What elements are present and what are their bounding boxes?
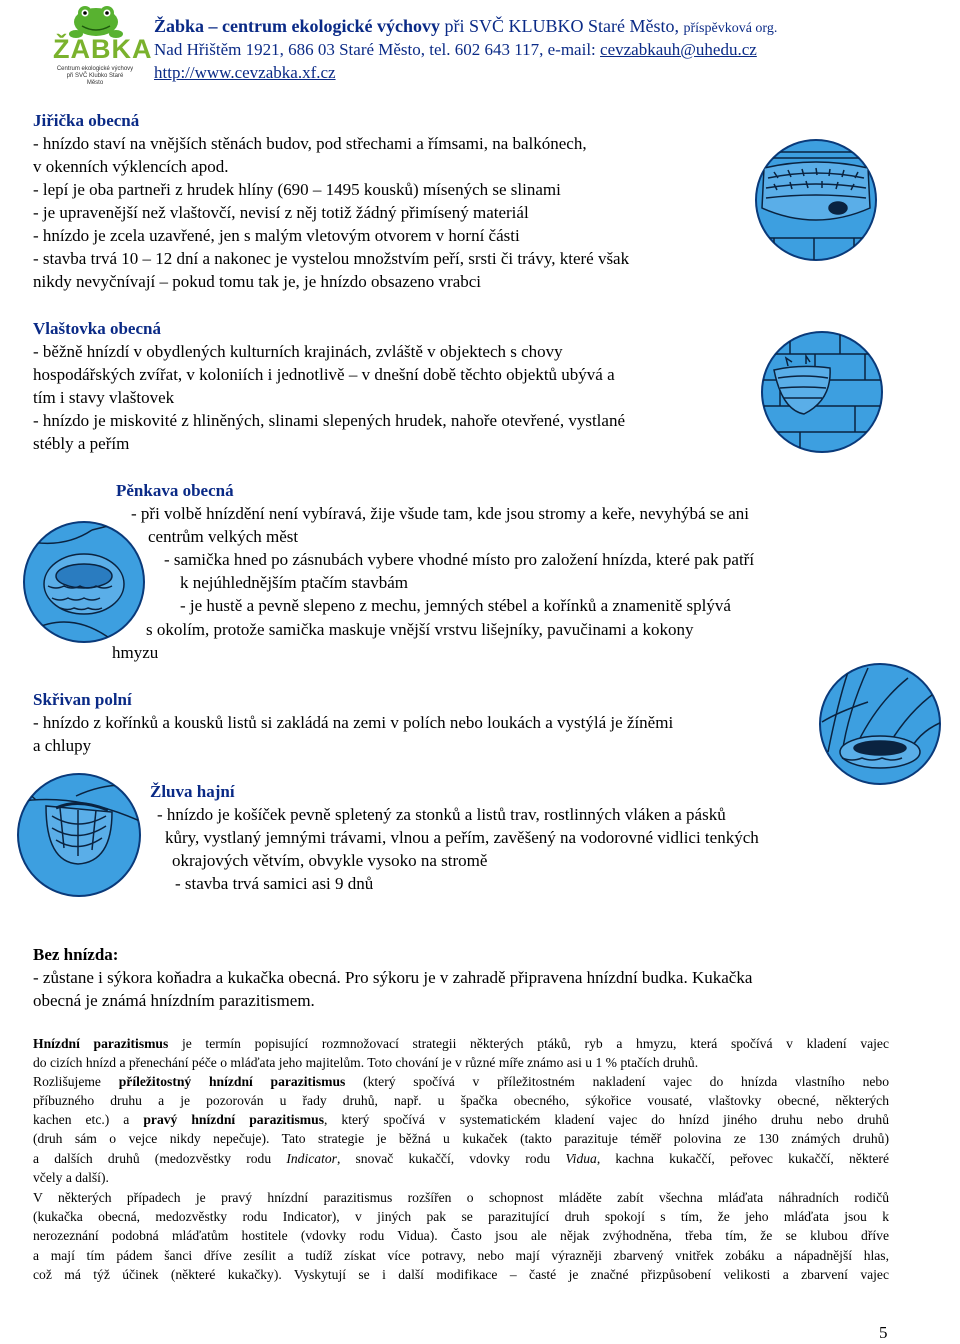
logo-sub-3: Město [86,80,104,86]
vlastovka-line: - hnízdo je miskovité z hliněných, slinami slepených hrudek, nahoře otevřené, vystlané [33,411,625,430]
italic-genus: Vidua [565,1151,597,1166]
org-name: Žabka – centrum ekologické výchovy [154,16,440,36]
vlastovka-line: hospodářských zvířat, v koloniích i jednotlivě – v dnešní době těchto objektů ubývá a [33,365,615,384]
penkava-line: - samička hned po zásnubách vybere vhodné místo pro založení hnízda, které pak patří [164,550,755,569]
term-occasional: příležitostný hnízdní parazitismus [118,1074,346,1089]
zluva-line: - hnízdo je košíček pevně spletený za stonků a listů trav, rostlinných vláken a pásků [157,805,726,824]
house-martin-nest-illustration [754,138,878,262]
heading-bez-hnizda: Bez hnízda: [33,945,119,964]
term-true: pravý hnízdní parazitismus [143,1112,324,1127]
heading-jiricka: Jiřička obecná [33,111,140,130]
logo-sub-2: při SVČ Klubko Staré [66,73,124,79]
parasitism-line: což má týž účinek (některé kukačky). Vyskytují se i další modifikace – časté je značné přizpůsobení velikosti a zbarvení vajec [33,1267,889,1282]
italic-genus: Indicator [286,1151,337,1166]
jiricka-line: - hnízdo je zcela uzavřené, jen s malým vletovým otvorem v horní části [33,226,520,245]
jiricka-line: - lepí je oba partneři z hrudek hlíny (690 – 1495 kousků) mísených se slinami [33,180,561,199]
parasitism-line [33,1168,889,1187]
org-tail: příspěvková org. [683,21,778,36]
vlastovka-line: stébly a peřím [33,434,130,453]
text-run: Rozlišujeme [33,1074,119,1089]
skrivan-line: a chlupy [33,736,92,755]
bez-line: obecná je známá hnízdním parazitismem. [33,991,315,1010]
org-rest: při SVČ KLUBKO Staré Město, [444,16,679,36]
jiricka-line: - stavba trvá 10 – 12 dní a nakonec je vystelou množstvím peří, srsti či trávy, které však [33,249,630,268]
heading-zluva: Žluva hajní [150,782,235,801]
text-run: , který spočívá v systematickém kladení vajec do hnízd jiného druhu nebo druhů [323,1112,889,1127]
text-run: , snovač kukaččí, vdovky rodu [336,1151,566,1166]
parasitism-line [33,1072,889,1091]
vlastovka-line: - běžně hnízdí v obydlených kulturních krajinách, zvláště v objektech s chovy [33,342,563,361]
heading-skrivan: Skřivan polní [33,690,132,709]
jiricka-line: nikdy nevyčnívají – pokud tomu tak je, je hnízdo obsazeno vrabci [33,272,482,291]
parasitism-line: (kukačka obecná, medozvěstky rodu Indicator), v jiných pak se parazitující druh spokojí s tím, že jeho mláďata jsou k [33,1209,889,1224]
penkava-line: centrům velkých měst [148,527,299,546]
penkava-line: hmyzu [112,643,159,662]
parasitism-line [33,1091,889,1110]
text-run: , kachna kukaččí, peřovec kukaččí, některé [596,1151,889,1166]
logo-sub-1: Centrum ekologické výchovy [56,66,134,72]
jiricka-line: - hnízdo staví na vnějších stěnách budov, pod střechami a římsami, na balkónech, [33,134,587,153]
logo-text: ŽABKA [53,34,153,64]
penkava-line: k nejúhlednějším ptačím stavbám [180,573,409,592]
text-run: do cizích hnízd a přenechání péče o mláďata jeho majitelům. Toto chování je v různé míře známo asi u 1 % ptačích druhů. [33,1055,699,1070]
parasitism-line [33,1129,889,1148]
zluva-line: - stavba trvá samici asi 9 dnů [175,874,374,893]
parasitism-line [33,1053,889,1072]
org-name-line [154,14,777,41]
email-link[interactable]: cevzabkauh@uhedu.cz [600,40,757,59]
term-nest-parasitism: Hnízdní parazitismus [33,1036,169,1051]
text-run: (který spočívá v příležitostném nakladení vajec do hnízda vlastního nebo [345,1074,889,1089]
zluva-line: okrajových větvím, obvykle vysoko na stromě [172,851,488,870]
penkava-line: - je hustě a pevně slepeno z mechu, jemných stébel a kořínků a znamenitě splývá [180,596,731,615]
heading-vlastovka: Vlaštovka obecná [33,319,161,338]
parasitism-line [33,1034,889,1053]
text-run: (druh sám o vejce nikdy nepečuje). Tato strategie je běžná u kukaček (takto parazituje téměř polovina ze 130 známých druhů) [33,1131,889,1146]
website-link[interactable]: http://www.cevzabka.xf.cz [154,63,336,82]
address-line [154,39,757,61]
address: Nad Hřištěm 1921, 686 03 Staré Město, tel. 602 643 117, e-mail: [154,40,596,59]
parasitism-line: a mají tím pádem šanci dříve zesílit a tudíž získat více potravy, nebo mají výrazněji zbarvený vnitřek zobáku a nápadnější hlas, [33,1248,889,1263]
zluva-line: kůry, vystlaný jemnými trávami, vlnou a peřím, zavěšený na vodorovné vidlici tenkých [165,828,759,847]
skylark-nest-illustration [818,662,942,786]
jiricka-line: - je upravenější než vlaštovčí, nevisí z něj totiž žádný přimísený materiál [33,203,529,222]
jiricka-line: v okenních výklencích apod. [33,157,229,176]
text-run: příbuzného druhu a je pozorován u řady druhů, např. u špačka obecného, sýkořice vousaté, vlaštovky obecné, některých [33,1093,889,1108]
text-run: kachen etc.) a [33,1112,144,1127]
text-run: a dalších druhů (medozvěstky rodu [33,1151,287,1166]
penkava-line: s okolím, protože samička maskuje vnější vrstvu lišejníky, pavučinami a kokony [146,620,694,639]
text-run: je termín popisující rozmnožovací strategii některých ptáků, ryb a hmyzu, která spočívá v kladení vajec [168,1036,889,1051]
url-line [154,62,336,84]
parasitism-line [33,1110,889,1129]
logo [50,4,153,88]
heading-penkava: Pěnkava obecná [116,481,234,500]
parasitism-line: V některých případech je pravý hnízdní parazitismus rozšířen o schopnost mláděte zabít všechna mláďata náhradních rodičů [33,1190,889,1205]
page-number: 5 [879,1323,888,1342]
parasitism-line: nerozeznání podobná mláďatům hostitele (vdovky rodu Vidua). Často jsou ale nějak zvýhodněna, třeba tím, že se klubou dříve [33,1228,889,1243]
chaffinch-nest-illustration [22,520,146,644]
text-run: včely a další). [33,1170,109,1185]
skrivan-line: - hnízdo z kořínků a kousků listů si zakládá na zemi v polích nebo loukách a vystýlá je žíněmi [33,713,674,732]
oriole-nest-illustration [16,772,142,898]
penkava-line: - při volbě hnízdění není vybíravá, žije všude tam, kde jsou stromy a keře, nevyhýbá se ani [131,504,749,523]
parasitism-line [33,1149,889,1168]
vlastovka-line: tím i stavy vlaštovek [33,388,175,407]
bez-line: - zůstane i sýkora koňadra a kukačka obecná. Pro sýkoru je v zahradě připravena hnízdní budka. Kukačka [33,968,753,987]
swallow-nest-illustration [760,330,884,454]
